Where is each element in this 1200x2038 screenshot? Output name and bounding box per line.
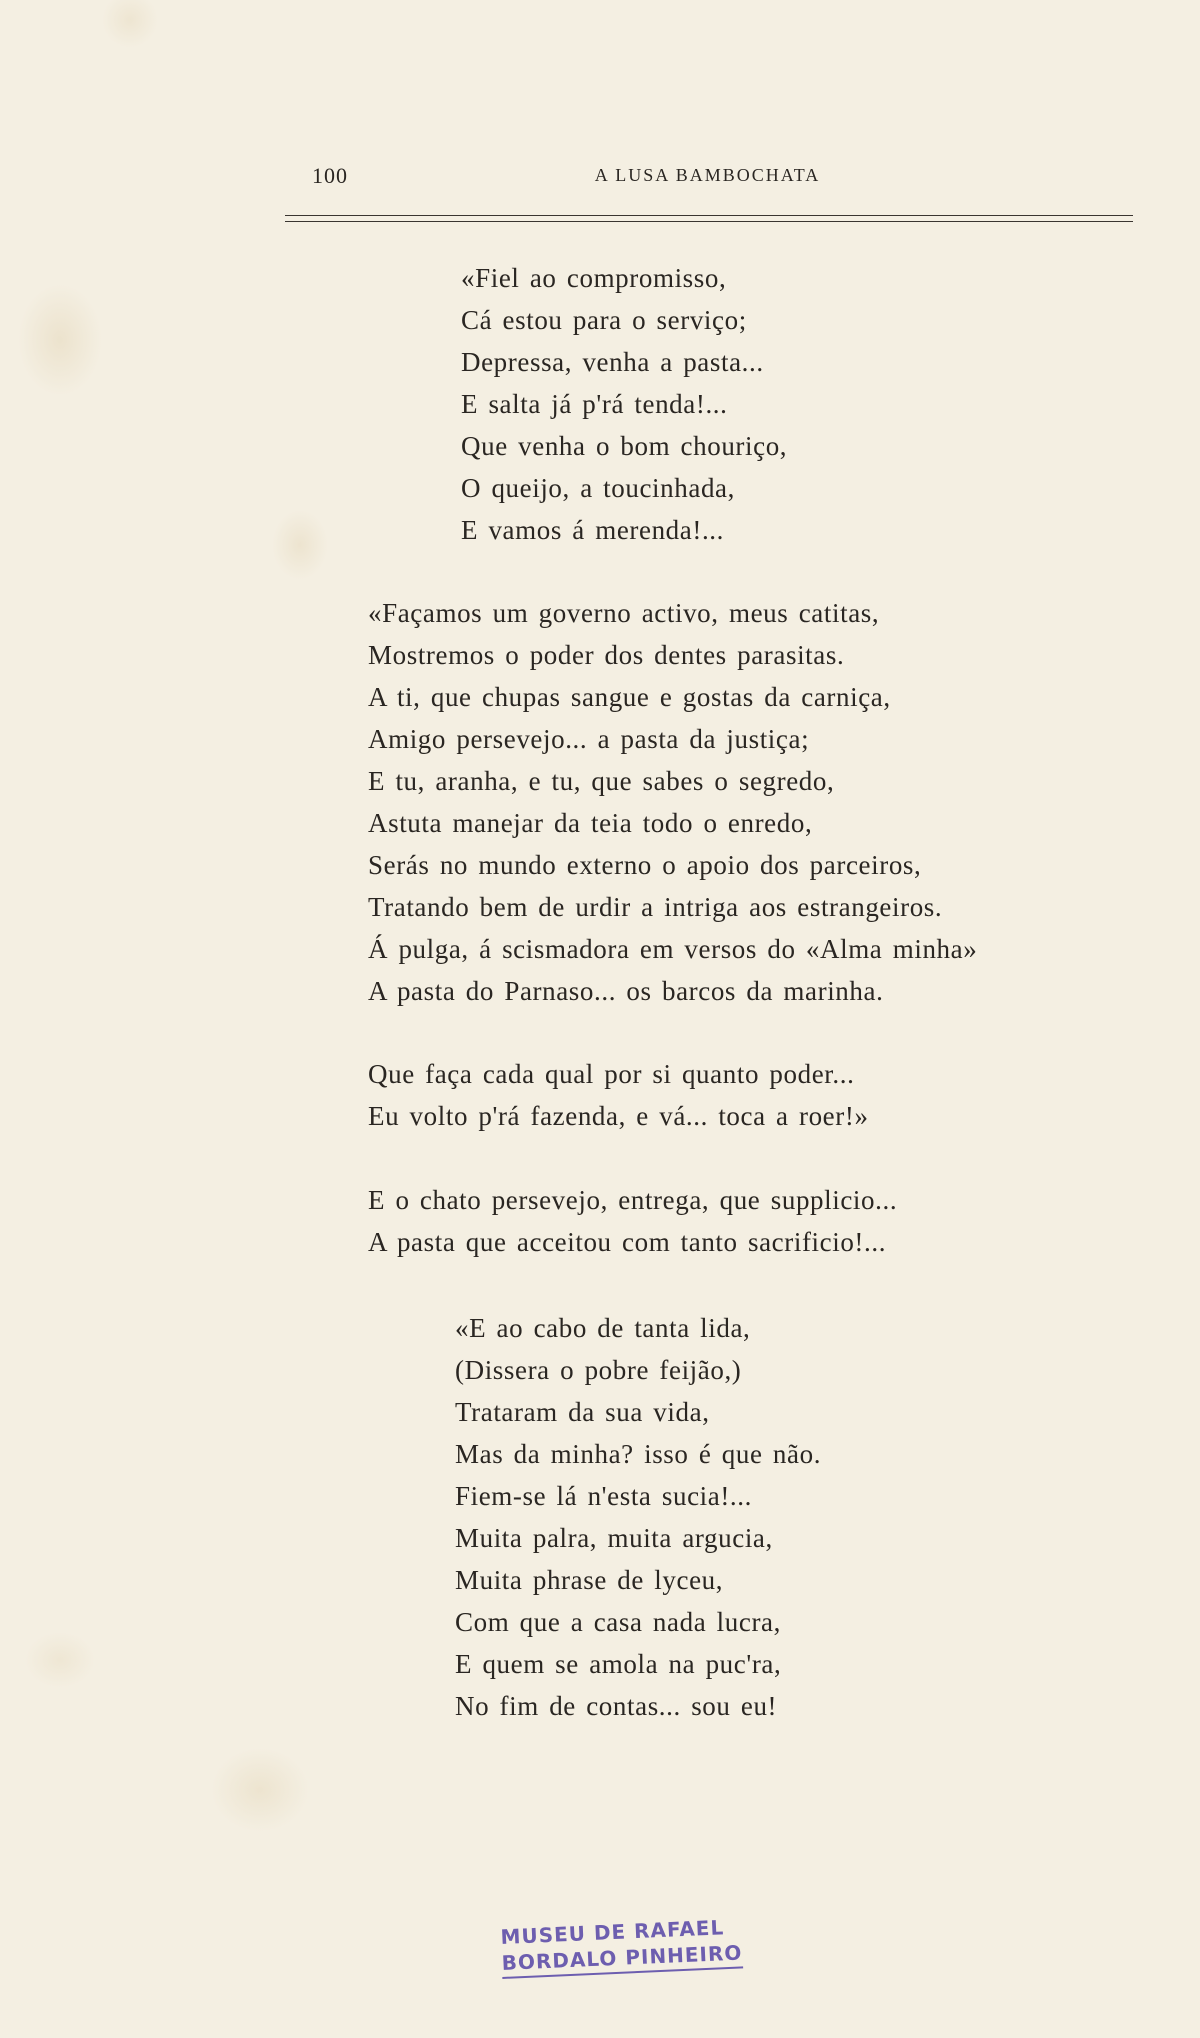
verse-line: No fim de contas... sou eu! xyxy=(455,1691,778,1721)
stanza-3 xyxy=(368,1053,869,1137)
verse-line: Serás no mundo externo o apoio dos parceiros, xyxy=(368,850,922,880)
verse-line: Que venha o bom chouriço, xyxy=(461,431,788,461)
verse-line: Muita phrase de lyceu, xyxy=(455,1565,724,1595)
verse-line: Cá estou para o serviço; xyxy=(461,305,747,335)
verse-line: Mas da minha? isso é que não. xyxy=(455,1439,822,1469)
page-header xyxy=(285,163,1130,189)
verse-line: Á pulga, á scismadora em versos do «Alma minha» xyxy=(368,934,978,964)
verse-line: E vamos á merenda!... xyxy=(461,515,725,545)
stamp-line-1: MUSEU DE RAFAEL xyxy=(500,1915,725,1949)
stanza-4 xyxy=(368,1179,897,1263)
stanza-1 xyxy=(461,257,787,551)
stamp-line-2: BORDALO PINHEIRO xyxy=(501,1939,743,1978)
verse-line: E salta já p'rá tenda!... xyxy=(461,389,728,419)
verse-line: «Façamos um governo activo, meus catitas, xyxy=(368,598,880,628)
header-rule-top xyxy=(285,215,1133,216)
verse-line: Depressa, venha a pasta... xyxy=(461,347,764,377)
stanza-5 xyxy=(455,1307,821,1727)
verse-line: A pasta do Parnaso... os barcos da marinha. xyxy=(368,976,884,1006)
verse-line: Mostremos o poder dos dentes parasitas. xyxy=(368,640,845,670)
verse-line: Eu volto p'rá fazenda, e vá... toca a roer!» xyxy=(368,1101,869,1131)
verse-line: Astuta manejar da teia todo o enredo, xyxy=(368,808,813,838)
verse-line: Trataram da sua vida, xyxy=(455,1397,710,1427)
verse-line: E o chato persevejo, entrega, que supplicio... xyxy=(368,1185,898,1215)
running-title: A LUSA BAMBOCHATA xyxy=(594,165,821,185)
verse-line: Muita palra, muita argucia, xyxy=(455,1523,773,1553)
verse-line: E tu, aranha, e tu, que sabes o segredo, xyxy=(368,766,835,796)
verse-line: Fiem-se lá n'esta sucia!... xyxy=(455,1481,752,1511)
verse-line: Com que a casa nada lucra, xyxy=(455,1607,781,1637)
verse-line: A ti, que chupas sangue e gostas da carniça, xyxy=(368,682,891,712)
verse-line: (Dissera o pobre feijão,) xyxy=(455,1355,742,1385)
verse-line: Tratando bem de urdir a intriga aos estrangeiros. xyxy=(368,892,943,922)
stanza-2 xyxy=(368,592,977,1012)
verse-line: E quem se amola na puc'ra, xyxy=(455,1649,782,1679)
header-rule-bottom xyxy=(285,221,1133,222)
verse-line: Que faça cada qual por si quanto poder... xyxy=(368,1059,855,1089)
verse-line: O queijo, a toucinhada, xyxy=(461,473,735,503)
verse-line: Amigo persevejo... a pasta da justiça; xyxy=(368,724,810,754)
museum-stamp xyxy=(500,1912,772,1979)
verse-line: «E ao cabo de tanta lida, xyxy=(455,1313,751,1343)
verse-line: «Fiel ao compromisso, xyxy=(461,263,727,293)
verse-line: A pasta que acceitou com tanto sacrificio!... xyxy=(368,1227,887,1257)
page-number: 100 xyxy=(312,163,348,188)
